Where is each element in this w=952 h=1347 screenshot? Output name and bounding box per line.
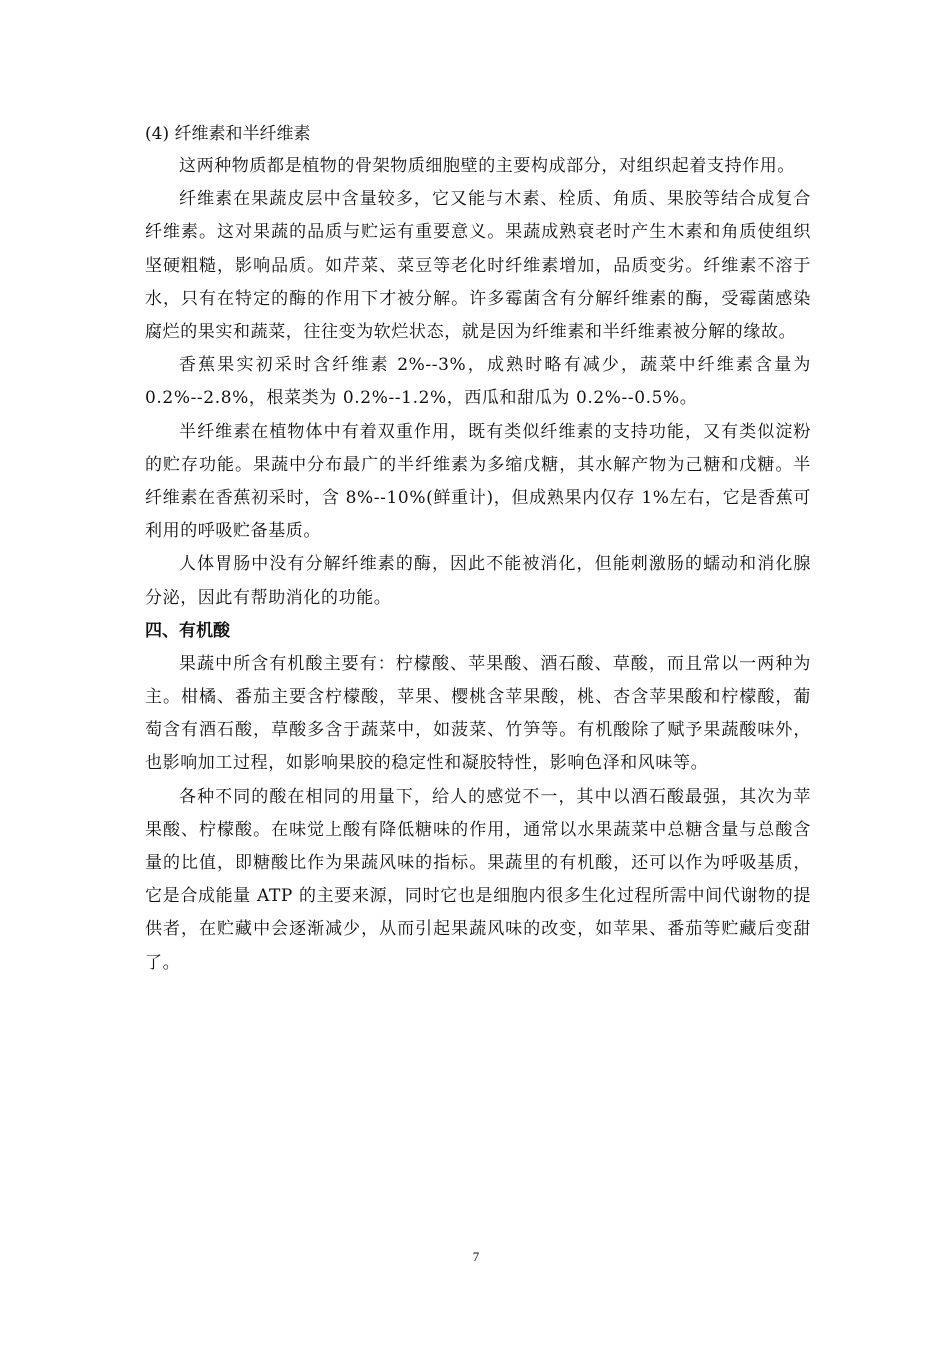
- document-page: [145, 118, 811, 980]
- paragraph: 香蕉果实初采时含纤维素 2%--3%，成熟时略有减少，蔬菜中纤维素含量为 0.2%--2.8%，根菜类为 0.2%--1.2%，西瓜和甜瓜为 0.2%--0.5%。: [145, 355, 811, 409]
- section-heading: 四、有机酸: [145, 620, 230, 641]
- paragraph: 人体胃肠中没有分解纤维素的酶，因此不能被消化，但能刺激肠的蠕动和消化腺分泌，因此有帮助消化的功能。: [145, 554, 811, 608]
- paragraph: 各种不同的酸在相同的用量下，给人的感觉不一，其中以酒石酸最强，其次为苹果酸、柠檬酸。在味觉上酸有降低糖味的作用，通常以水果蔬菜中总糖含量与总酸含量的比值，即糖酸比作为果蔬风味的指标。果蔬里的有机酸，还可以作为呼吸基质，它是合成能量 ATP 的主要来源，同时它也是细胞内很多生化过程所需中间代谢物的提供者，在贮藏中会逐渐减少，从而引起果蔬风味的改变，如苹果、番茄等贮藏后变甜了。: [145, 786, 811, 973]
- page-number: 7: [472, 1249, 480, 1264]
- paragraph: 纤维素在果蔬皮层中含量较多，它又能与木素、栓质、角质、果胶等结合成复合纤维素。这对果蔬的品质与贮运有重要意义。果蔬成熟衰老时产生木素和角质使组织坚硬粗糙，影响品质。如芹菜、菜豆等老化时纤维素增加，品质变劣。纤维素不溶于水，只有在特定的酶的作用下才被分解。许多霉菌含有分解纤维素的酶，受霉菌感染腐烂的果实和蔬菜，往往变为软烂状态，就是因为纤维素和半纤维素被分解的缘故。: [145, 189, 811, 343]
- paragraph: 这两种物质都是植物的骨架物质细胞壁的主要构成部分，对组织起着支持作用。: [179, 156, 795, 176]
- paragraph: 果蔬中所含有机酸主要有：柠檬酸、苹果酸、酒石酸、草酸，而且常以一两种为主。柑橘、番茄主要含柠檬酸，苹果、樱桃含苹果酸，桃、杏含苹果酸和柠檬酸，葡萄含有酒石酸，草酸多含于蔬菜中，如菠菜、竹笋等。有机酸除了赋予果蔬酸味外，也影响加工过程，如影响果胶的稳定性和凝胶特性，影响色泽和风味等。: [145, 653, 811, 774]
- subsection-heading: (4) 纤维素和半纤维素: [145, 124, 311, 144]
- paragraph: 半纤维素在植物体中有着双重作用，既有类似纤维素的支持功能，又有类似淀粉的贮存功能。果蔬中分布最广的半纤维素为多缩戊糖，其水解产物为己糖和戊糖。半纤维素在香蕉初采时，含 8%--10%(鲜重计)，但成熟果内仅存 1%左右，它是香蕉可利用的呼吸贮备基质。: [145, 421, 811, 542]
